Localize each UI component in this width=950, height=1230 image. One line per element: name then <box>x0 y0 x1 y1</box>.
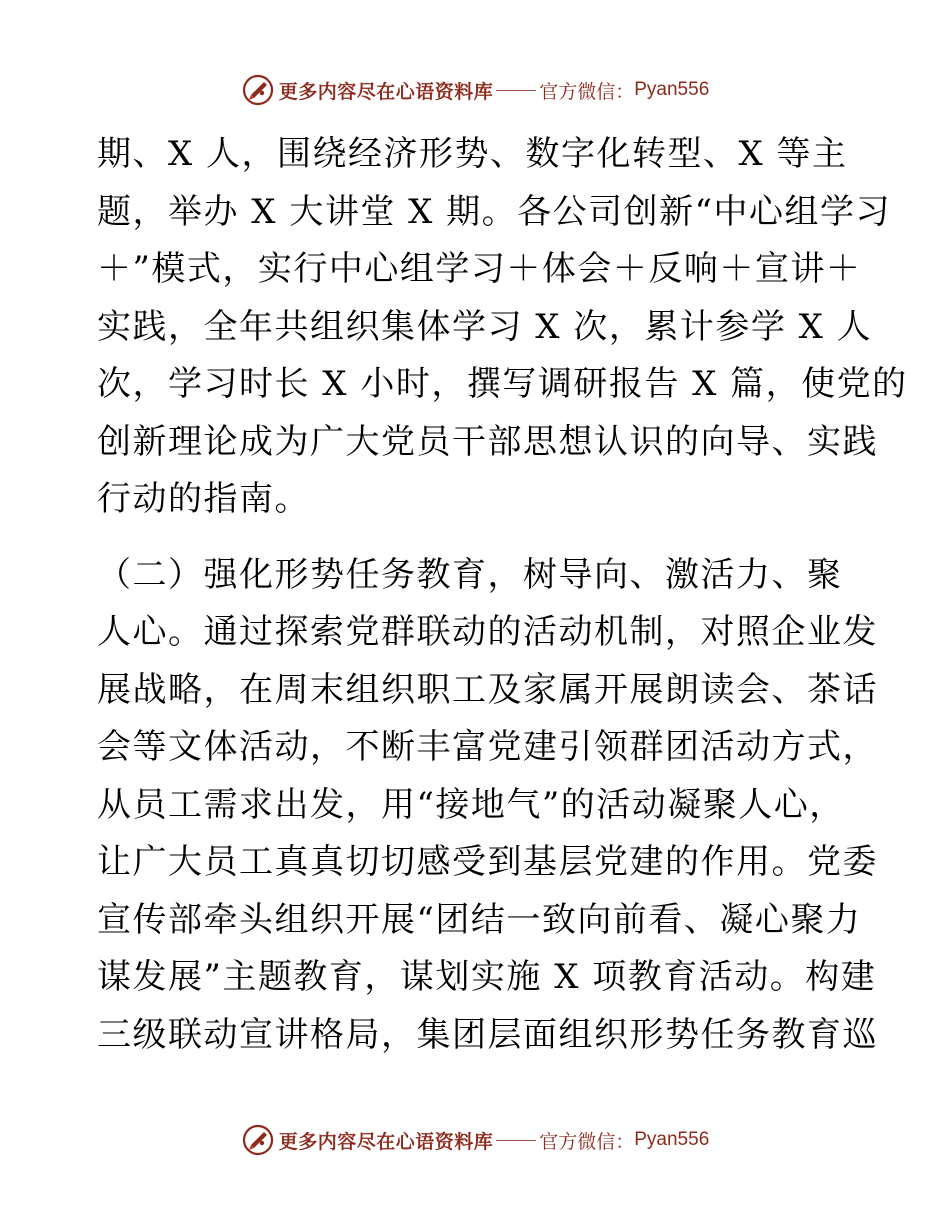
pen-logo-icon <box>241 73 275 107</box>
text-line: 让广大员工真真切切感受到基层党建的作用。党委 <box>97 842 878 882</box>
watermark-wechat-label: 官方微信： <box>539 1130 635 1153</box>
watermark-separator <box>496 1140 536 1141</box>
text-line: 行动的指南。 <box>97 479 310 519</box>
watermark-wechat-label: 官方微信： <box>539 80 635 103</box>
text-line: 从员工需求出发，用“接地气”的活动凝聚人心， <box>97 784 845 825</box>
document-body <box>97 126 908 1064</box>
watermark-wechat-account: Pyan556 <box>634 1129 710 1150</box>
text-line: 创新理论成为广大党员干部思想认识的向导、实践 <box>97 421 878 462</box>
text-line: 实践，全年共组织集体学习 X 次，累计参学 X 人 <box>97 306 873 347</box>
text-line: 次，学习时长 X 小时，撰写调研报告 X 篇，使党的 <box>97 364 908 404</box>
watermark-brand: 更多内容尽在心语资料库 <box>278 80 494 103</box>
pen-logo-icon <box>241 1123 275 1157</box>
paragraph-2 <box>97 547 878 1065</box>
footer-watermark <box>0 1120 950 1160</box>
text-line: 谋发展”主题教育，谋划实施 X 项教育活动。构建 <box>97 957 877 997</box>
text-line: 人心。通过探索党群联动的活动机制，对照企业发 <box>97 612 878 652</box>
paragraph-gap <box>97 529 849 547</box>
watermark-separator <box>496 90 536 91</box>
text-line: 期、X 人，围绕经济形势、数字化转型、X 等主 <box>97 134 848 174</box>
text-line: （二）强化形势任务教育，树导向、激活力、聚 <box>97 554 843 595</box>
text-line: 三级联动宣讲格局，集团层面组织形势任务教育巡 <box>97 1014 878 1055</box>
text-line: 展战略，在周末组织职工及家属开展朗读会、茶话 <box>97 669 878 710</box>
text-line: ＋”模式，实行中心组学习＋体会＋反响＋宣讲＋ <box>97 249 862 289</box>
text-line: 会等文体活动，不断丰富党建引领群团活动方式， <box>97 727 878 767</box>
header-watermark <box>0 70 950 110</box>
paragraph-1 <box>97 126 908 529</box>
text-line: 宣传部牵头组织开展“团结一致向前看、凝心聚力 <box>97 899 862 940</box>
watermark-wechat-account: Pyan556 <box>634 79 710 100</box>
watermark-brand: 更多内容尽在心语资料库 <box>278 1130 494 1153</box>
text-line: 题，举办 X 大讲堂 X 期。各公司创新“中心组学习 <box>97 191 892 232</box>
